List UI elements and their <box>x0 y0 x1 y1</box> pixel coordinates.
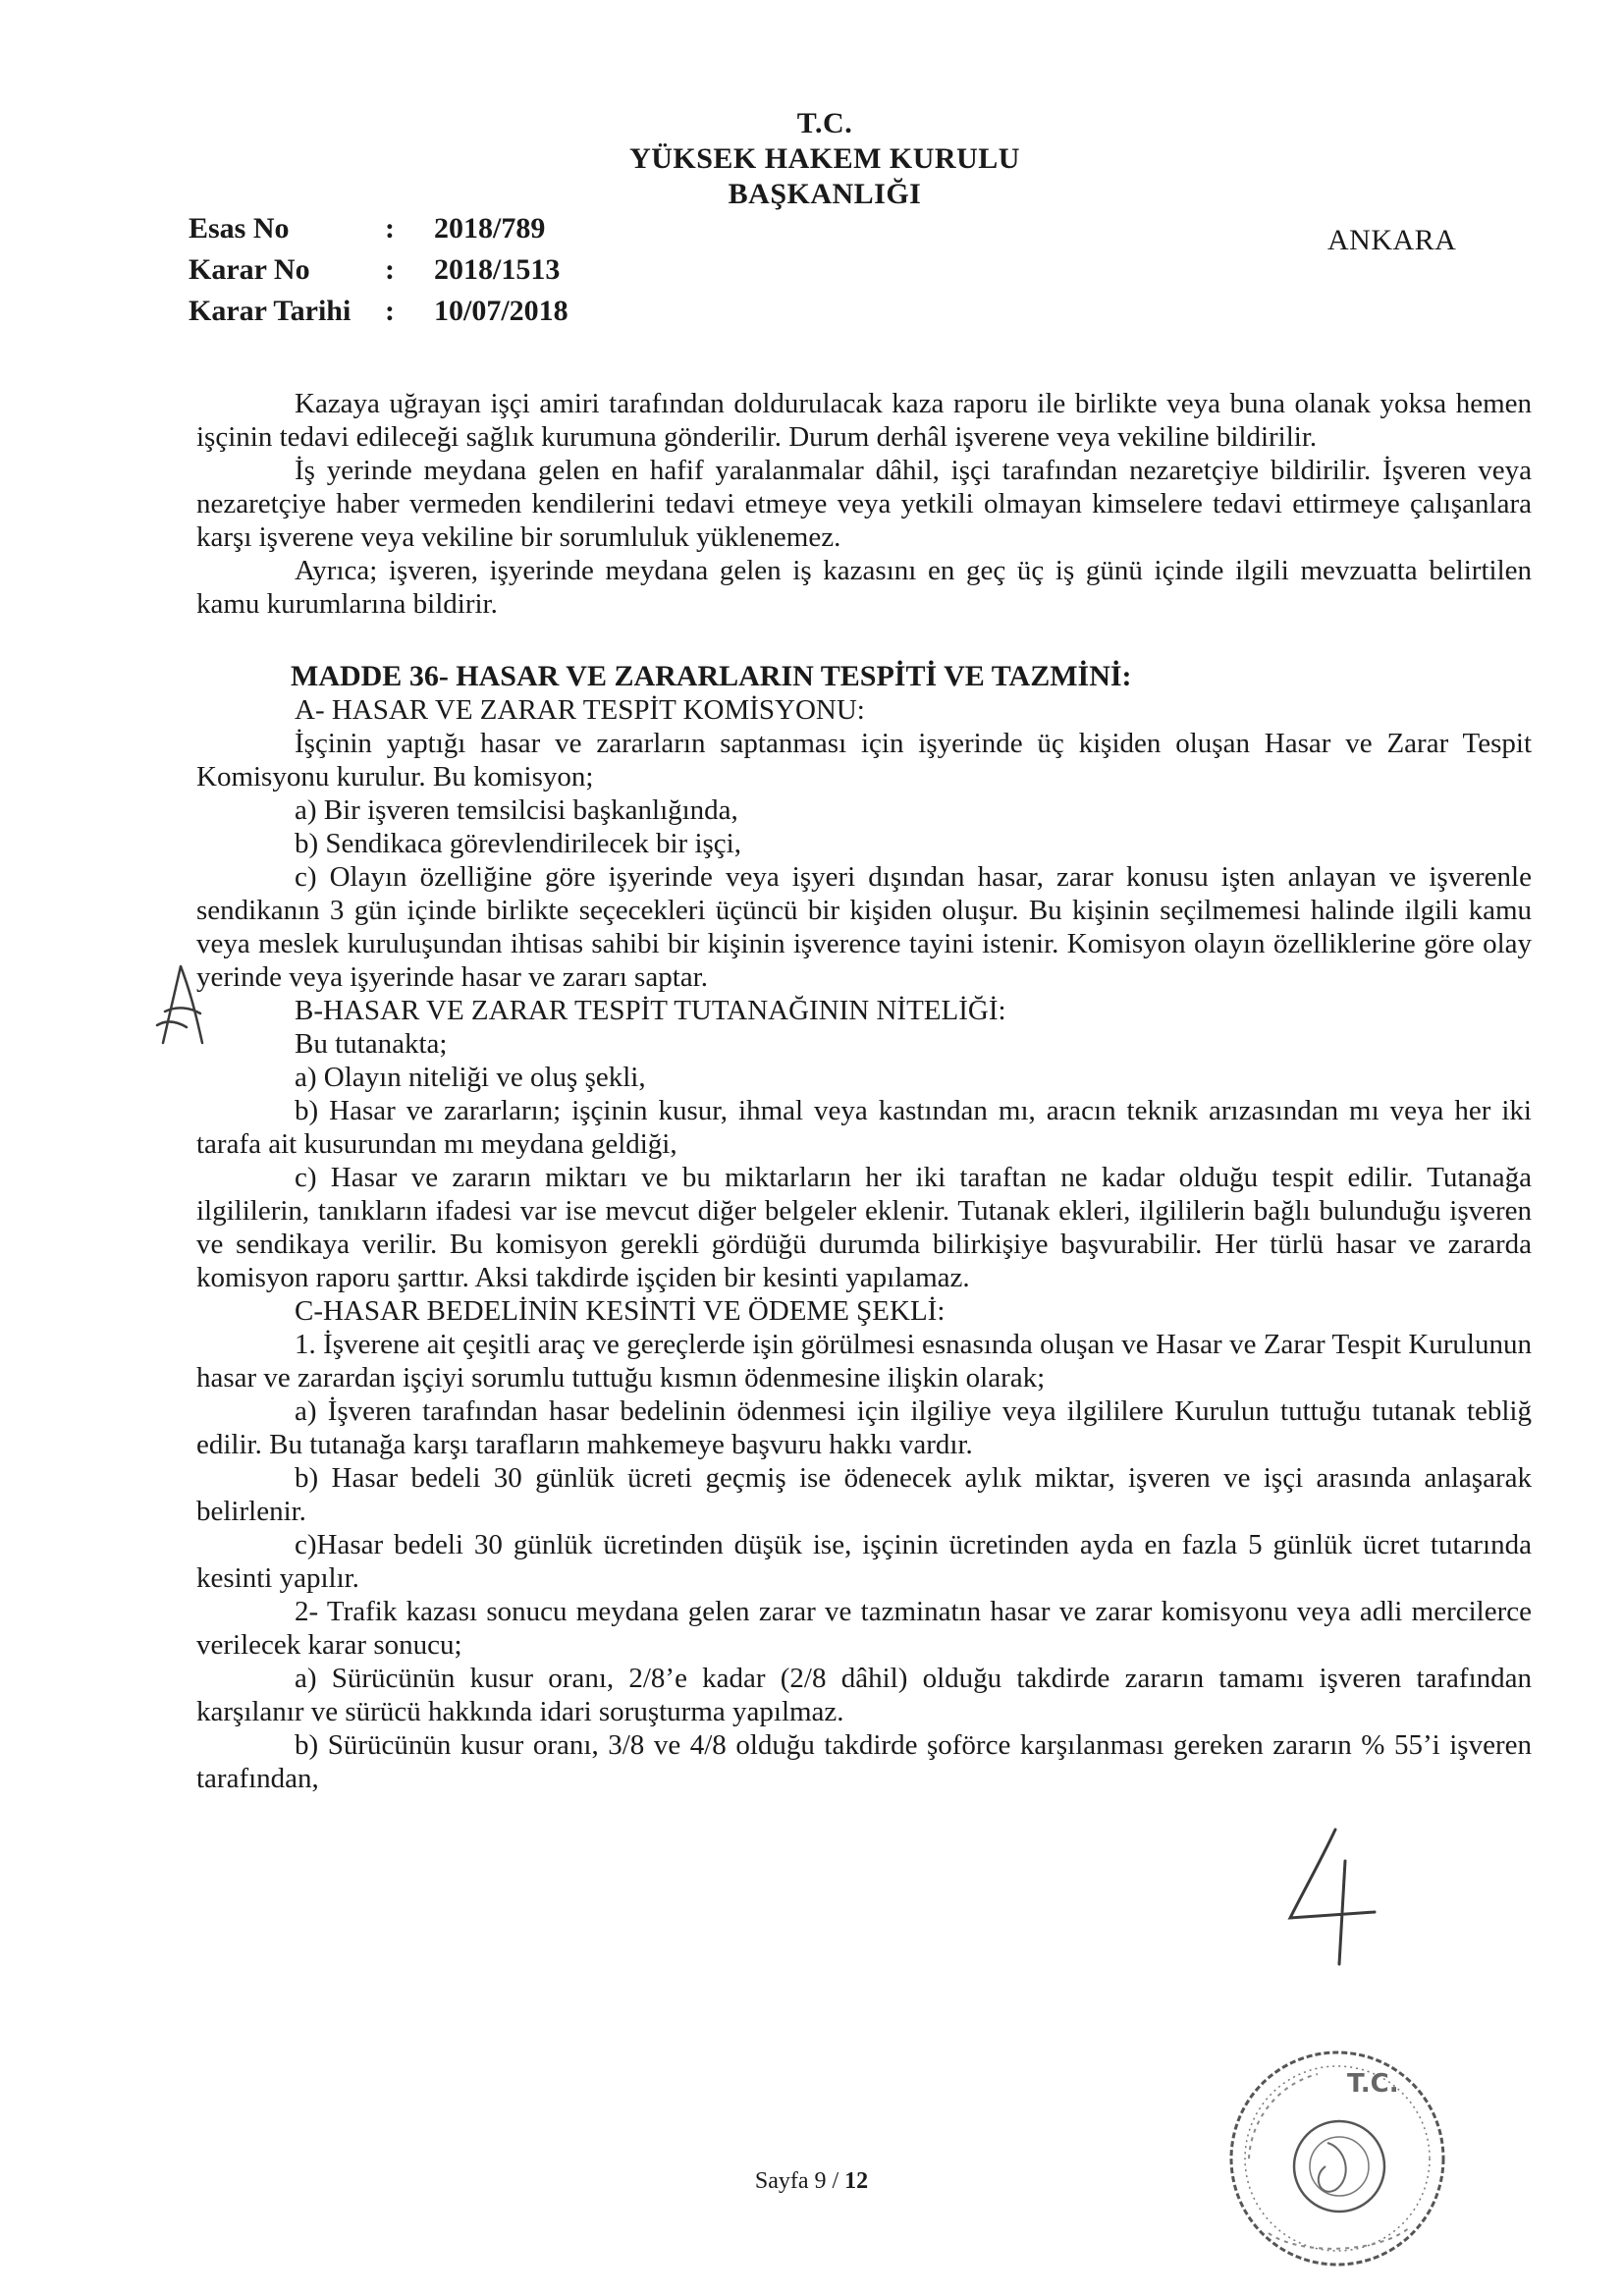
document-body <box>196 387 1532 1795</box>
list-item: b) Sürücünün kusur oranı, 3/8 ve 4/8 olduğu takdirde şoförce karşılanması gereken zararın % 55’i işveren tarafından, <box>196 1729 1532 1794</box>
tarih-label: Karar Tarihi <box>189 295 352 327</box>
official-seal-stamp <box>1210 2041 1465 2276</box>
list-item: a) Bir işveren temsilcisi başkanlığında, <box>295 794 738 826</box>
paragraph: İşçinin yaptığı hasar ve zararların saptanması için işyerinde üç kişiden oluşan Hasar ve Zarar Tespit Komisyonu kurulur. Bu komisyon; <box>196 728 1532 793</box>
list-item: 1. İşverene ait çeşitli araç ve gereçlerde işin görülmesi esnasında oluşan ve Hasar ve Zarar Tespit Kurulunun hasar ve zarardan işçiyi sorumlu tuttuğu kısmın ödenmesine ilişkin olarak; <box>196 1329 1532 1394</box>
header-line-tc: T.C. <box>796 107 853 139</box>
list-item: b) Hasar bedeli 30 günlük ücreti geçmiş ise ödenecek aylık miktar, işveren ve işçi arasında anlaşarak belirlenir. <box>196 1462 1532 1527</box>
page-number-total: 12 <box>844 2168 869 2194</box>
esas-row <box>189 208 568 249</box>
svg-text:T.C.: T.C. <box>1347 2069 1399 2099</box>
institution-header <box>550 106 1100 212</box>
esas-colon: : <box>385 212 395 245</box>
section-heading-a: A- HASAR VE ZARAR TESPİT KOMİSYONU: <box>295 694 865 726</box>
case-meta <box>189 208 568 332</box>
karar-label: Karar No <box>189 253 310 286</box>
handwritten-page-number <box>1276 1822 1384 1969</box>
esas-value: 2018/789 <box>434 212 546 245</box>
list-item: a) Olayın niteliği ve oluş şekli, <box>295 1062 646 1093</box>
tarih-row <box>189 291 568 332</box>
page-number-prefix: Sayfa 9 / <box>754 2168 845 2194</box>
karar-colon: : <box>385 253 395 286</box>
list-item: b) Hasar ve zararların; işçinin kusur, ihmal veya kastından mı, aracın teknik arızasından mı veya her iki tarafa ait kusurundan mı meydana geldiği, <box>196 1095 1532 1160</box>
list-item: c) Hasar ve zararın miktarı ve bu miktarların her iki taraftan ne kadar olduğu tespit edilir. Tutanağa ilgililerin, tanıkların ifadesi var ise mevcut diğer belgeler eklenir. Tutanak ekleri, ilgililerin bağlı bulunduğu işveren ve sendikaya verilir. Bu komisyon gerekli gördüğü durumda bilirkişiye başvurabilir. Her türlü hasar ve zararda komisyon raporu şarttır. Aksi takdirde işçiden bir kesinti yapılamaz. <box>196 1162 1532 1293</box>
list-item: a) Sürücünün kusur oranı, 2/8’e kadar (2/8 dâhil) olduğu takdirde zararın tamamı işveren tarafından karşılanır ve sürücü hakkında idari soruşturma yapılmaz. <box>196 1663 1532 1727</box>
karar-value: 2018/1513 <box>434 253 561 286</box>
article-heading: MADDE 36- HASAR VE ZARARLARIN TESPİTİ VE TAZMİNİ: <box>291 660 1132 692</box>
list-item: 2- Trafik kazası sonucu meydana gelen zarar ve tazminatın hasar ve zarar komisyonu veya adli mercilerce verilecek karar sonucu; <box>196 1596 1532 1661</box>
paragraph: Kazaya uğrayan işçi amiri tarafından doldurulacak kaza raporu ile birlikte veya buna olanak yoksa hemen işçinin tedavi edileceği sağlık kurumuna gönderilir. Durum derhâl işverene veya vekiline bildirilir. <box>196 388 1532 453</box>
list-item: b) Sendikaca görevlendirilecek bir işçi, <box>295 828 741 859</box>
handwritten-initial-mark <box>147 962 216 1051</box>
tarih-colon: : <box>385 295 395 327</box>
list-item: c) Olayın özelliğine göre işyerinde veya işyeri dışından hasar, zarar konusu işten anlayan ve işverenle sendikanın 3 gün içinde birlikte seçecekleri üçüncü bir kişiden oluşur. Bu kişinin seçilmemesi halinde ilgili kamu veya meslek kuruluşundan ihtisas sahibi bir kişinin işverence tayini istenir. Komisyon olayın özelliklerine göre olay yerinde veya işyerinde hasar ve zararı saptar. <box>196 861 1532 993</box>
tarih-value: 10/07/2018 <box>434 295 568 327</box>
paragraph: İş yerinde meydana gelen en hafif yaralanmalar dâhil, işçi tarafından nezaretçiye bildirilir. İşveren veya nezaretçiye haber vermeden kendilerini tedavi etmeye veya yetkili olmayan kimselere tedavi ettirmeye çalışanlara karşı işverene veya vekiline bir sorumluluk yüklenemez. <box>196 455 1532 553</box>
esas-label: Esas No <box>189 212 290 245</box>
list-item: c)Hasar bedeli 30 günlük ücretinden düşük ise, işçinin ücretinden ayda en fazla 5 günlük ücret tutarında kesinti yapılır. <box>196 1529 1532 1594</box>
section-heading-b: B-HASAR VE ZARAR TESPİT TUTANAĞININ NİTELİĞİ: <box>295 995 1006 1026</box>
paragraph: Bu tutanakta; <box>295 1028 448 1060</box>
paragraph: Ayrıca; işveren, işyerinde meydana gelen iş kazasını en geç üç iş günü içinde ilgili mevzuatta belirtilen kamu kurumlarına bildirir. <box>196 555 1532 620</box>
header-line-baskanlik: BAŞKANLIĞI <box>728 178 922 210</box>
header-line-kurul: YÜKSEK HAKEM KURULU <box>629 142 1020 175</box>
karar-row <box>189 249 568 291</box>
header-city: ANKARA <box>1327 224 1457 256</box>
section-heading-c: C-HASAR BEDELİNİN KESİNTİ VE ÖDEME ŞEKLİ: <box>295 1295 946 1327</box>
list-item: a) İşveren tarafından hasar bedelinin ödenmesi için ilgiliye veya ilgililere Kurulun tuttuğu tutanak tebliğ edilir. Bu tutanağa karşı tarafların mahkemeye başvuru hakkı vardır. <box>196 1395 1532 1460</box>
